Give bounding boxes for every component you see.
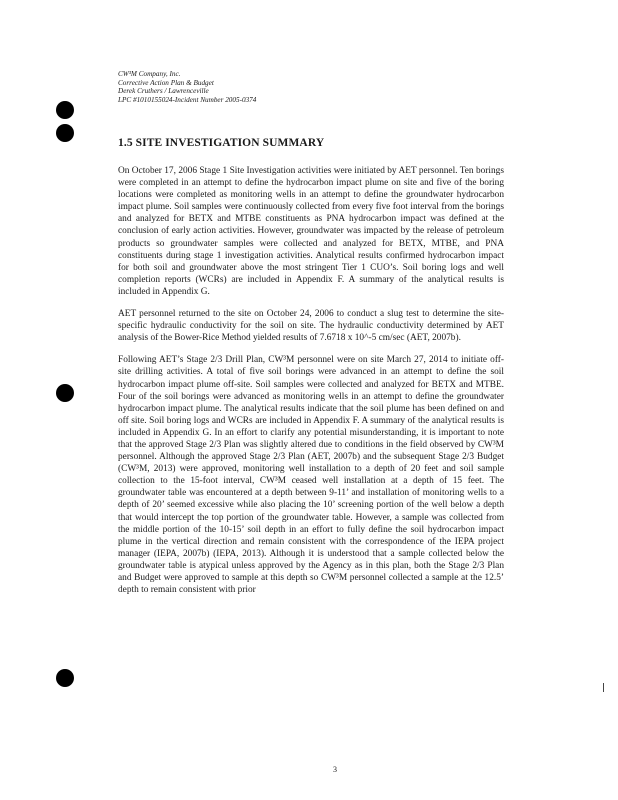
header-incident-number: LPC #1010155024-Incident Number 2005-0374: [118, 95, 257, 104]
paragraph: AET personnel returned to the site on October 24, 2006 to conduct a slug test to determine the site-specific hydraulic conductivity for the soil on site. The hydraulic conductivity determined by AET analysis of the Bower-Rice Method yielded results of 7.6718 x 10^-5 cm/sec (AET, 2007b).: [118, 309, 504, 344]
header-site-name: Derek Cruthers / Lawrenceville: [118, 87, 209, 96]
document-header: [118, 70, 256, 104]
punch-hole: [56, 669, 74, 687]
page-number: 3: [333, 765, 337, 774]
punch-hole: [56, 124, 74, 142]
header-document-title: Corrective Action Plan & Budget: [118, 78, 214, 87]
punch-hole: [56, 384, 74, 402]
punch-hole: [56, 101, 74, 119]
margin-mark: [603, 683, 604, 692]
paragraph: Following AET’s Stage 2/3 Drill Plan, CW³M personnel were on site March 27, 2014 to initiate off-site drilling activities. A total of five soil borings were advanced in an attempt to define the soil hydrocarbon impact plume off-site. Soil samples were collected and analyzed for BETX and MTBE. Four of the soil borings were advanced as monitoring wells in an attempt to define the groundwater hydrocarbon impact plume. The analytical results indicate that the soil plume has been defined on and off site. Soil boring logs and WCRs are included in Appendix F. A summary of the analytical results is included in Appendix G. In an effort to clarify any potential misunderstanding, it is important to note that the approved Stage 2/3 Plan was slightly altered due to conditions in the field observed by CW³M personnel. Although the approved Stage 2/3 Plan (AET, 2007b) and the subsequent Stage 2/3 Budget (CW³M, 2013) were approved, monitoring well installation to a depth of 20 feet and soil sample collection to the 15-foot interval, CW³M ceased well installation at a depth of 15 feet. The groundwater table was encountered at a depth between 9-11’ and installation of monitoring wells to a depth of 20’ seemed excessive while also placing the 10’ screening portion of the well below a depth that would intercept the top portion of the groundwater table. However, a sample was collected from the middle portion of the 10-15’ soil depth in an effort to fully define the soil hydrocarbon impact plume in the vertical direction and remain consistent with the correspondence of the IEPA project manager (IEPA, 2007b) (IEPA, 2013). Although it is understood that a sample collected below the groundwater table is atypical unless approved by the Agency as in this plan, both the Stage 2/3 Plan and Budget were approved to sample at this depth so CW³M personnel collected a sample at the 12.5’ depth to remain consistent with prior: [118, 355, 504, 596]
header-company: CW³M Company, Inc.: [118, 70, 181, 78]
section-title: 1.5 SITE INVESTIGATION SUMMARY: [118, 137, 325, 149]
paragraph: On October 17, 2006 Stage 1 Site Investigation activities were initiated by AET personnel. Ten borings were completed in an attempt to define the hydrocarbon impact plume on site and five of the boring locations were completed as monitoring wells in an attempt to define the groundwater hydrocarbon impact plume. Soil samples were continuously collected from every five foot interval from the borings and analyzed for BETX and MTBE constituents as PNA hydrocarbon impact was defined at the conclusion of early action activities. However, groundwater was impacted by the release of petroleum products so groundwater samples were collected and analyzed for BETX, MTBE, and PNA constituents during stage 1 investigation activities. Analytical results confirmed hydrocarbon impact for both soil and groundwater above the most stringent Tier 1 CUO’s. Soil boring logs and well completion reports (WCRs) are included in Appendix F. A summary of the analytical results is included in Appendix G.: [118, 166, 504, 297]
document-body: [118, 165, 504, 606]
